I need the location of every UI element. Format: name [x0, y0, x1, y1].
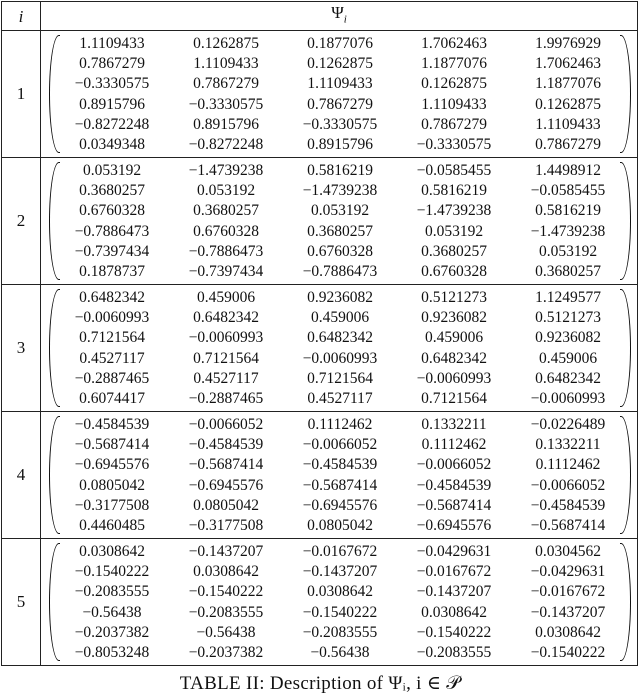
row-index: 4	[2, 412, 41, 539]
matrix-entry: 1.1109433	[79, 34, 145, 52]
matrix-entry: −0.6945576	[302, 496, 378, 514]
matrix-entry: 0.1112462	[421, 435, 487, 453]
matrix-entry: 0.4527117	[193, 369, 259, 387]
matrix-entry: 0.0805042	[79, 476, 145, 494]
matrix-entry: −0.0060993	[416, 369, 492, 387]
matrix-entry: −0.8053248	[74, 644, 150, 662]
matrix-entry: −0.8272248	[188, 136, 264, 154]
matrix-entry: −0.0060993	[530, 390, 606, 408]
matrix-row	[55, 74, 625, 94]
matrix-row	[55, 516, 625, 536]
matrix-entry: −0.0167672	[416, 562, 492, 580]
row-index: 2	[2, 158, 41, 285]
table-row	[2, 158, 638, 285]
matrix-entry: 0.7121564	[421, 390, 487, 408]
matrix-entry: 0.1877076	[307, 34, 373, 52]
matrix-entry: −0.0066052	[416, 456, 492, 474]
matrix-entry: 0.8915796	[193, 115, 259, 133]
matrix-entry: 0.0308642	[421, 603, 487, 621]
matrix-row	[55, 181, 625, 201]
matrix-entry: 0.7867279	[79, 54, 145, 72]
matrix-entry: −0.2083555	[188, 603, 264, 621]
matrix-entry: 0.8915796	[79, 95, 145, 113]
matrix-entry: −0.5687414	[530, 517, 606, 535]
psi-matrix	[49, 412, 631, 538]
matrix-entries	[55, 33, 625, 155]
matrix-row	[55, 287, 625, 307]
matrix-entry: −0.1540222	[74, 562, 150, 580]
matrix-row	[55, 115, 625, 135]
table-row	[2, 539, 638, 666]
matrix-entry: 0.9236082	[307, 288, 373, 306]
matrix-entry: 0.1332211	[535, 435, 601, 453]
matrix-entry: −0.2887465	[74, 369, 150, 387]
matrix-entry: −0.4584539	[530, 496, 606, 514]
matrix-entry: −0.7397434	[188, 263, 264, 281]
matrix-entry: −0.3330575	[74, 75, 150, 93]
matrix-row	[55, 54, 625, 74]
matrix-entry: −0.8272248	[74, 115, 150, 133]
matrix-entry: −0.56438	[310, 644, 370, 662]
right-parenthesis	[620, 35, 631, 153]
matrix-entry: 1.7062463	[421, 34, 487, 52]
matrix-entry: 0.053192	[82, 161, 142, 179]
matrix-entry: 0.5816219	[535, 202, 601, 220]
matrix-entry: 0.5121273	[421, 288, 487, 306]
matrix-entry: 0.459006	[538, 349, 598, 367]
matrix-entry: 0.8915796	[307, 136, 373, 154]
matrix-row	[55, 562, 625, 582]
index-header: i	[2, 2, 41, 31]
matrix-row	[55, 135, 625, 155]
matrix-entry: −0.0429631	[530, 562, 606, 580]
matrix-entry: 0.1262875	[193, 34, 259, 52]
matrix-row	[55, 643, 625, 663]
matrix-entry: 1.1109433	[307, 75, 373, 93]
matrix-entry: −0.3330575	[188, 95, 264, 113]
matrix-row	[55, 389, 625, 409]
psi-matrix	[49, 31, 631, 157]
matrix-entry: −0.0066052	[302, 435, 378, 453]
psi-matrix	[49, 539, 631, 665]
matrix-entry: −0.3330575	[416, 136, 492, 154]
matrix-entry: −0.1437207	[416, 583, 492, 601]
matrix-entry: 0.459006	[424, 329, 484, 347]
matrix-entry: 0.5816219	[307, 161, 373, 179]
matrix-entry: 0.0805042	[193, 496, 259, 514]
matrix-entry: 1.1109433	[421, 95, 487, 113]
matrix-entry: −0.7886473	[74, 222, 150, 240]
matrix-entry: 0.3680257	[535, 263, 601, 281]
matrix-entry: 0.3680257	[307, 222, 373, 240]
matrix-entry: −0.0060993	[302, 349, 378, 367]
matrix-entry: −0.0429631	[416, 542, 492, 560]
psi-header: $\Psi_i$	[41, 2, 638, 31]
matrix-entry: −0.0585455	[416, 161, 492, 179]
matrix-entry: −1.4739238	[188, 161, 264, 179]
matrix-entry: 0.1878737	[79, 263, 145, 281]
matrix-entries	[55, 414, 625, 536]
matrix-entry: 0.6760328	[307, 242, 373, 260]
right-parenthesis	[620, 162, 631, 280]
matrix-entry: 0.9236082	[535, 329, 601, 347]
matrix-entry: −0.1540222	[188, 583, 264, 601]
matrix-entry: −0.1437207	[302, 562, 378, 580]
matrix-entry: 0.7867279	[421, 115, 487, 133]
matrix-entry: 1.9976929	[535, 34, 601, 52]
matrix-entry: −0.56438	[82, 603, 142, 621]
matrix-entry: −0.6945576	[416, 517, 492, 535]
matrix-entry: −0.1540222	[416, 623, 492, 641]
matrix-entry: 1.1877076	[535, 75, 601, 93]
matrix-row	[55, 435, 625, 455]
matrix-row	[55, 348, 625, 368]
matrix-entry: −0.56438	[196, 623, 256, 641]
matrix-entry: 0.6482342	[307, 329, 373, 347]
matrix-entry: 1.1109433	[193, 54, 259, 72]
matrix-entry: −0.0066052	[188, 415, 264, 433]
header-row	[2, 2, 638, 31]
matrix-entry: 0.1112462	[307, 415, 373, 433]
matrix-cell	[41, 539, 638, 666]
matrix-entry: 0.053192	[424, 222, 484, 240]
matrix-entry: 0.1262875	[307, 54, 373, 72]
matrix-entry: 0.5121273	[535, 308, 601, 326]
matrix-entry: −0.2083555	[74, 583, 150, 601]
matrix-entry: −0.1437207	[188, 542, 264, 560]
matrix-row	[55, 541, 625, 561]
matrix-entry: −0.2887465	[188, 390, 264, 408]
matrix-entry: 0.0308642	[535, 623, 601, 641]
matrix-entry: 0.1332211	[421, 415, 487, 433]
matrix-row	[55, 496, 625, 516]
matrix-entry: −0.2037382	[74, 623, 150, 641]
matrix-entry: −0.5687414	[416, 496, 492, 514]
table-row	[2, 412, 638, 539]
matrix-row	[55, 262, 625, 282]
matrix-entry: −0.6945576	[188, 476, 264, 494]
matrix-entry: 0.1262875	[535, 95, 601, 113]
matrix-entry: 0.6074417	[79, 390, 145, 408]
matrix-row	[55, 33, 625, 53]
matrix-entry: 1.1109433	[535, 115, 601, 133]
matrix-row	[55, 582, 625, 602]
matrix-entry: −0.0226489	[530, 415, 606, 433]
matrix-entry: 0.6482342	[421, 349, 487, 367]
matrix-cell	[41, 31, 638, 158]
matrix-entry: −1.4739238	[530, 222, 606, 240]
matrix-entry: 0.3680257	[193, 202, 259, 220]
matrix-entry: 0.6760328	[421, 263, 487, 281]
matrix-entry: −0.5687414	[302, 476, 378, 494]
matrix-entry: 0.7121564	[193, 349, 259, 367]
matrix-entry: −0.2037382	[188, 644, 264, 662]
matrix-entries	[55, 541, 625, 663]
matrix-entry: −0.2083555	[302, 623, 378, 641]
matrix-entry: 0.6482342	[193, 308, 259, 326]
row-index: 3	[2, 285, 41, 412]
matrix-row	[55, 602, 625, 622]
matrix-entry: −0.3330575	[302, 115, 378, 133]
matrix-entry: −0.2083555	[416, 644, 492, 662]
matrix-entry: 1.1249577	[535, 288, 601, 306]
matrix-entry: 0.9236082	[421, 308, 487, 326]
right-parenthesis	[620, 416, 631, 534]
matrix-entry: 0.7867279	[193, 75, 259, 93]
table-body	[2, 31, 638, 666]
matrix-entry: −0.3177508	[188, 517, 264, 535]
matrix-row	[55, 623, 625, 643]
matrix-entry: −0.0066052	[530, 476, 606, 494]
matrix-entry: −0.4584539	[416, 476, 492, 494]
matrix-row	[55, 455, 625, 475]
table-row	[2, 285, 638, 412]
psi-table	[1, 1, 638, 666]
row-index: 5	[2, 539, 41, 666]
matrix-entry: 0.0308642	[193, 562, 259, 580]
matrix-entry: 0.053192	[538, 242, 598, 260]
matrix-entry: −0.7886473	[302, 263, 378, 281]
matrix-entry: 0.4527117	[307, 390, 373, 408]
matrix-row	[55, 221, 625, 241]
matrix-row	[55, 160, 625, 180]
matrix-entry: −0.1540222	[302, 603, 378, 621]
right-parenthesis	[620, 289, 631, 407]
matrix-entry: 1.4498912	[535, 161, 601, 179]
matrix-entry: −0.5687414	[188, 456, 264, 474]
matrix-entry: −0.3177508	[74, 496, 150, 514]
matrix-entry: 1.1877076	[421, 54, 487, 72]
matrix-cell	[41, 285, 638, 412]
matrix-row	[55, 242, 625, 262]
matrix-entry: 0.6760328	[193, 222, 259, 240]
matrix-entry: 0.1112462	[535, 456, 601, 474]
matrix-cell	[41, 412, 638, 539]
matrix-entry: 0.053192	[196, 181, 256, 199]
matrix-entry: −0.0167672	[302, 542, 378, 560]
matrix-row	[55, 328, 625, 348]
matrix-entry: −0.7886473	[188, 242, 264, 260]
matrix-entry: 0.459006	[196, 288, 256, 306]
matrix-entry: 0.0349348	[79, 136, 145, 154]
matrix-entry: 0.3680257	[421, 242, 487, 260]
matrix-entry: 0.7867279	[307, 95, 373, 113]
matrix-entry: 0.4460485	[79, 517, 145, 535]
matrix-entry: 0.5816219	[421, 181, 487, 199]
matrix-row	[55, 369, 625, 389]
matrix-entry: 0.6482342	[79, 288, 145, 306]
matrix-entry: −0.4584539	[302, 456, 378, 474]
matrix-entry: −0.1540222	[530, 644, 606, 662]
matrix-entry: −1.4739238	[302, 181, 378, 199]
matrix-entry: 0.7121564	[307, 369, 373, 387]
matrix-entry: −0.4584539	[74, 415, 150, 433]
table-row	[2, 31, 638, 158]
matrix-entry: −0.0060993	[74, 308, 150, 326]
row-index: 1	[2, 31, 41, 158]
right-parenthesis	[620, 543, 631, 661]
matrix-entry: 0.0304562	[535, 542, 601, 560]
matrix-entry: −0.6945576	[74, 456, 150, 474]
matrix-entry: 0.6760328	[79, 202, 145, 220]
matrix-entry: 0.6482342	[535, 369, 601, 387]
matrix-entry: 0.053192	[310, 202, 370, 220]
matrix-entry: 0.3680257	[79, 181, 145, 199]
matrix-entries	[55, 287, 625, 409]
matrix-entry: 0.0308642	[307, 583, 373, 601]
matrix-row	[55, 475, 625, 495]
matrix-entry: −0.0585455	[530, 181, 606, 199]
matrix-row	[55, 94, 625, 114]
matrix-entry: −0.0167672	[530, 583, 606, 601]
matrix-entry: −1.4739238	[416, 202, 492, 220]
matrix-row	[55, 201, 625, 221]
matrix-entry: 0.459006	[310, 308, 370, 326]
matrix-entry: −0.4584539	[188, 435, 264, 453]
matrix-entry: −0.0060993	[188, 329, 264, 347]
matrix-entry: 0.0308642	[79, 542, 145, 560]
matrix-entries	[55, 160, 625, 282]
matrix-entry: −0.5687414	[74, 435, 150, 453]
psi-matrix	[49, 158, 631, 284]
table-caption: TABLE II: Description of Ψᵢ, i ∈ 𝒫	[179, 673, 461, 694]
matrix-entry: −0.1437207	[530, 603, 606, 621]
matrix-entry: 0.1262875	[421, 75, 487, 93]
matrix-cell	[41, 158, 638, 285]
matrix-entry: 0.7121564	[79, 329, 145, 347]
matrix-row	[55, 414, 625, 434]
matrix-entry: 0.4527117	[79, 349, 145, 367]
matrix-entry: 1.7062463	[535, 54, 601, 72]
matrix-row	[55, 308, 625, 328]
matrix-entry: 0.7867279	[535, 136, 601, 154]
psi-matrix	[49, 285, 631, 411]
matrix-entry: 0.0805042	[307, 517, 373, 535]
matrix-entry: −0.7397434	[74, 242, 150, 260]
